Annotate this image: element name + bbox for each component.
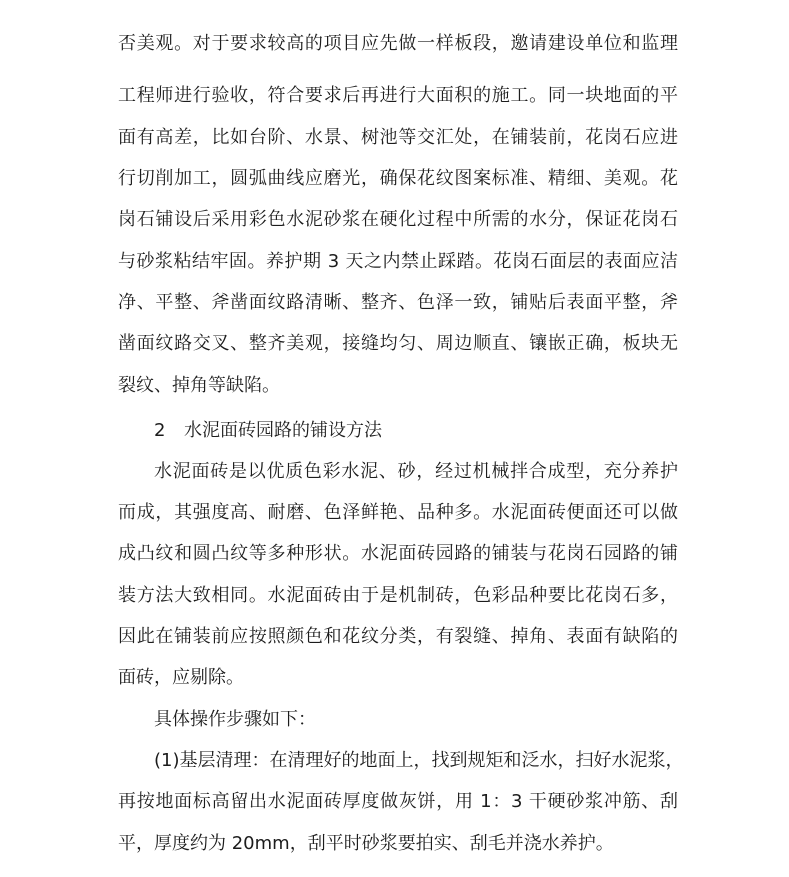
paragraph-line: 工程师进行验收，符合要求后再进行大面积的施工。同一块地面的平 bbox=[118, 85, 678, 107]
paragraph-line: 因此在铺装前应按照颜色和花纹分类，有裂缝、掉角、表面有缺陷的 bbox=[118, 626, 678, 647]
paragraph-line: 行切削加工，圆弧曲线应磨光，确保花纹图案标准、精细、美观。花 bbox=[118, 168, 678, 189]
paragraph-line: 水泥面砖是以优质色彩水泥、砂，经过机械拌合成型，充分养护 bbox=[154, 460, 678, 482]
paragraph-line: 成凸纹和圆凸纹等多种形状。水泥面砖园路的铺装与花岗石园路的铺 bbox=[118, 543, 678, 565]
section-heading bbox=[154, 410, 382, 451]
paragraph-line: 否美观。对于要求较高的项目应先做一样板段，邀请建设单位和监理 bbox=[118, 32, 678, 54]
paragraph-line: (1)基层清理：在清理好的地面上，找到规矩和泛水，扫好水泥浆， bbox=[154, 749, 684, 771]
paragraph-line: 装方法大致相同。水泥面砖由于是机制砖，色彩品种要比花岗石多， bbox=[118, 584, 678, 606]
paragraph-line: 凿面纹路交叉、整齐美观，接缝均匀、周边顺直、镶嵌正确，板块无 bbox=[118, 333, 678, 355]
paragraph-line: 而成，其强度高、耐磨、色泽鲜艳、品种多。水泥面砖便面还可以做 bbox=[118, 502, 678, 524]
paragraph-line: 面砖，应剔除。 bbox=[118, 667, 244, 689]
paragraph-line: 具体操作步骤如下： bbox=[154, 708, 316, 730]
paragraph-line: 与砂浆粘结牢固。养护期 3 天之内禁止踩踏。花岗石面层的表面应洁 bbox=[118, 250, 678, 272]
paragraph-line: 岗石铺设后采用彩色水泥砂浆在硬化过程中所需的水分，保证花岗石 bbox=[118, 209, 678, 231]
section-title: 水泥面砖园路的铺设方法 bbox=[184, 419, 382, 441]
section-number: 2 bbox=[154, 419, 166, 441]
paragraph-line: 平，厚度约为 20mm，刮平时砂浆要拍实、刮毛并浇水养护。 bbox=[118, 832, 614, 854]
paragraph-line: 裂纹、掉角等缺陷。 bbox=[118, 374, 280, 396]
paragraph-line: 净、平整、斧凿面纹路清晰、整齐、色泽一致，铺贴后表面平整，斧 bbox=[118, 291, 678, 313]
paragraph-line: 面有高差，比如台阶、水景、树池等交汇处，在铺装前，花岗石应进 bbox=[118, 126, 678, 148]
paragraph-line: 再按地面标高留出水泥面砖厚度做灰饼，用 1：3 干硬砂浆冲筋、刮 bbox=[118, 791, 678, 813]
